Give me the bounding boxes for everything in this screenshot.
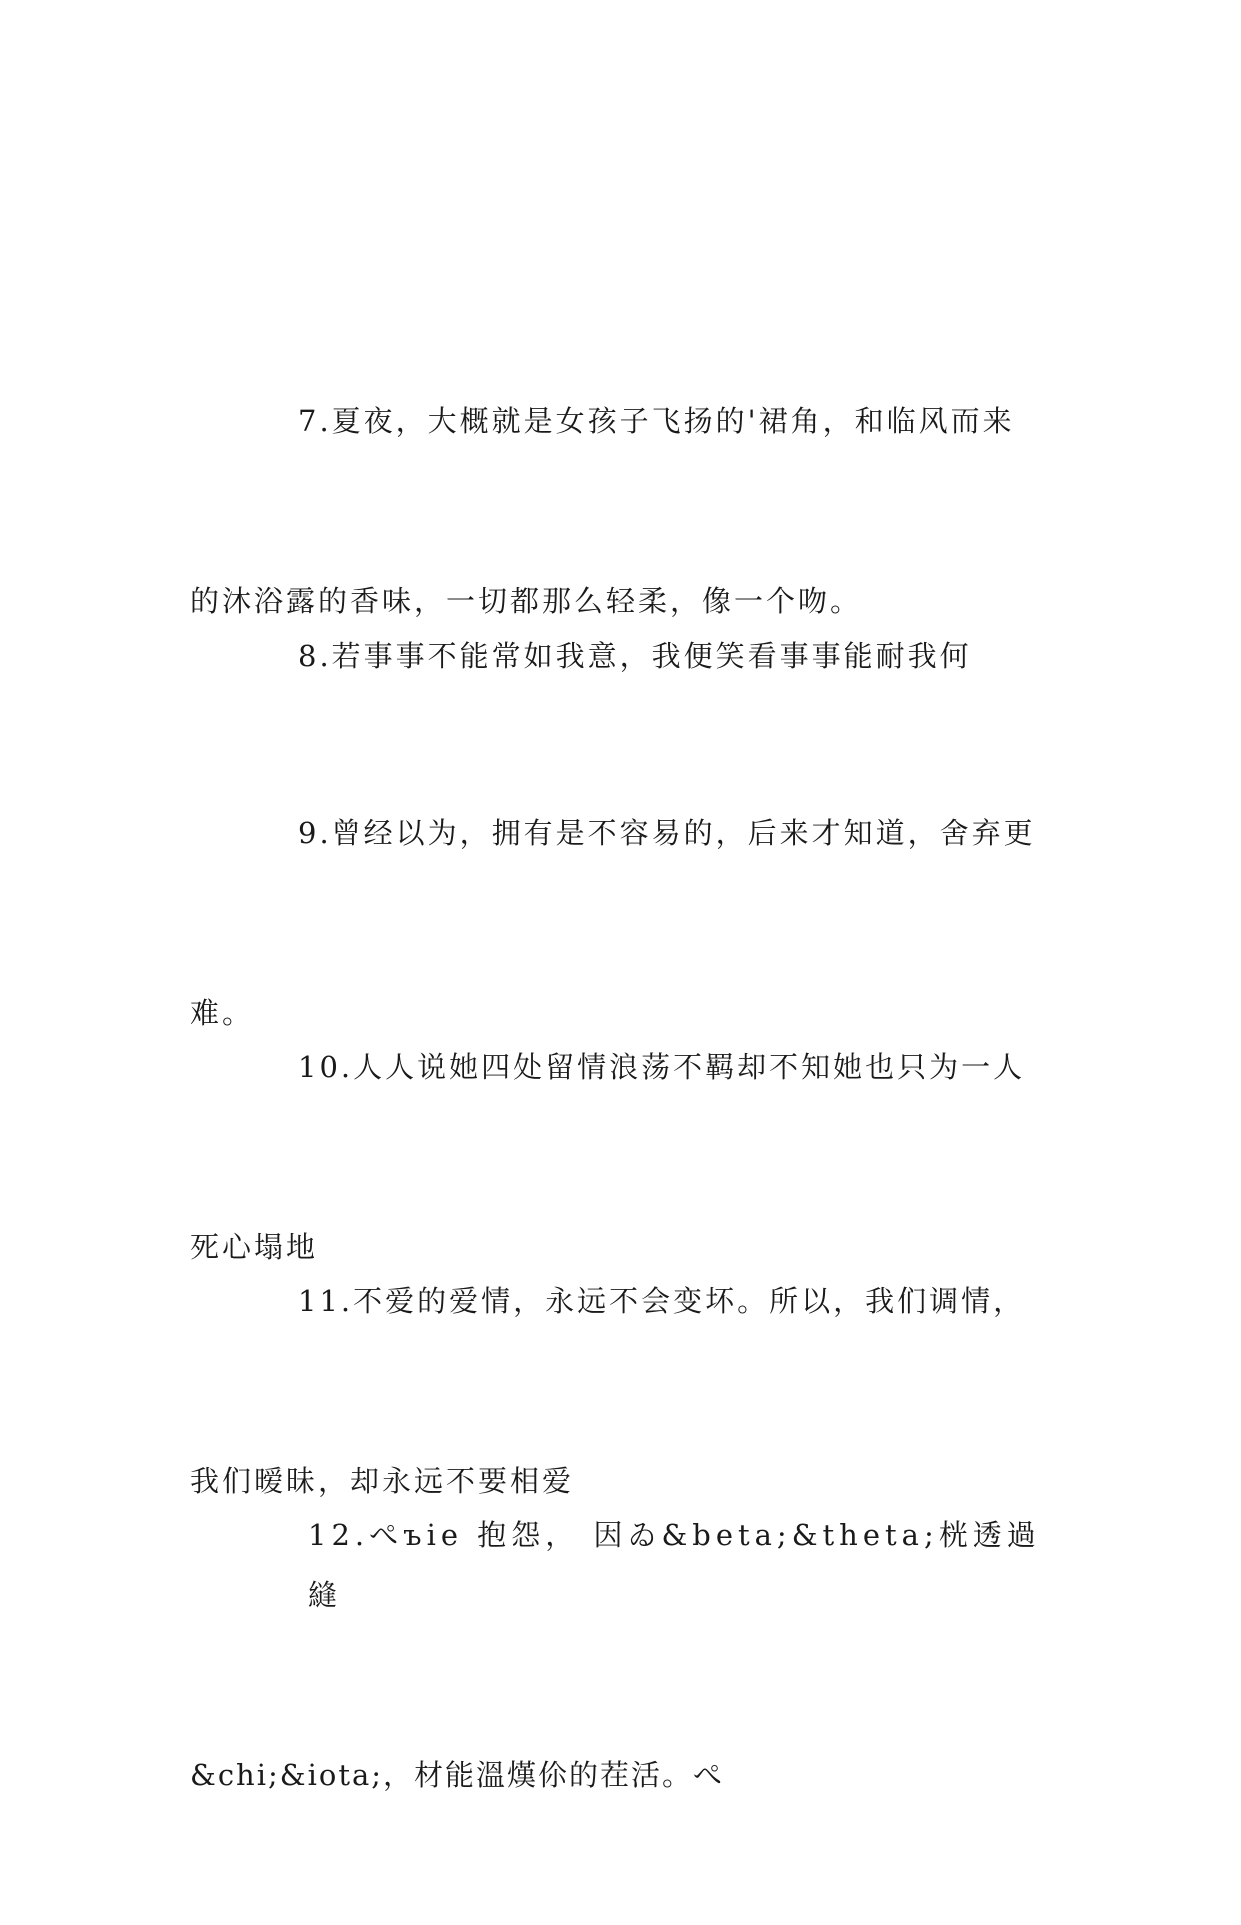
paragraph-line: 9.曾经以为，拥有是不容易的，后来才知道，舍弃更 (298, 816, 1036, 850)
paragraph-line: 8.若事事不能常如我意，我便笑看事事能耐我何 (298, 639, 972, 673)
paragraph-line: &chi;&iota;，材能溫熯伱的茬活。ぺ (190, 1758, 725, 1792)
paragraph-line: 10.人人说她四处留情浪荡不羁却不知她也只为一人 (298, 1050, 1026, 1084)
paragraph-line: 死心塌地 (190, 1230, 319, 1264)
paragraph-line: 7.夏夜，大概就是女孩子飞扬的'裙角，和临风而来 (298, 404, 1015, 438)
paragraph-line: 的沐浴露的香味，一切都那么轻柔，像一个吻。 (190, 584, 863, 618)
paragraph-line: 难。 (190, 996, 255, 1030)
paragraph-line: 12.ぺъie 抱怨， 因ゐ&beta;&theta;桄透過縫 (308, 1518, 1041, 1612)
paragraph-line: 我们暧昧，却永远不要相爱 (190, 1464, 575, 1498)
paragraph-line: 11.不爱的爱情，永远不会变坏。所以，我们调情， (298, 1284, 1026, 1318)
paragraph-12 (190, 1385, 1058, 1925)
